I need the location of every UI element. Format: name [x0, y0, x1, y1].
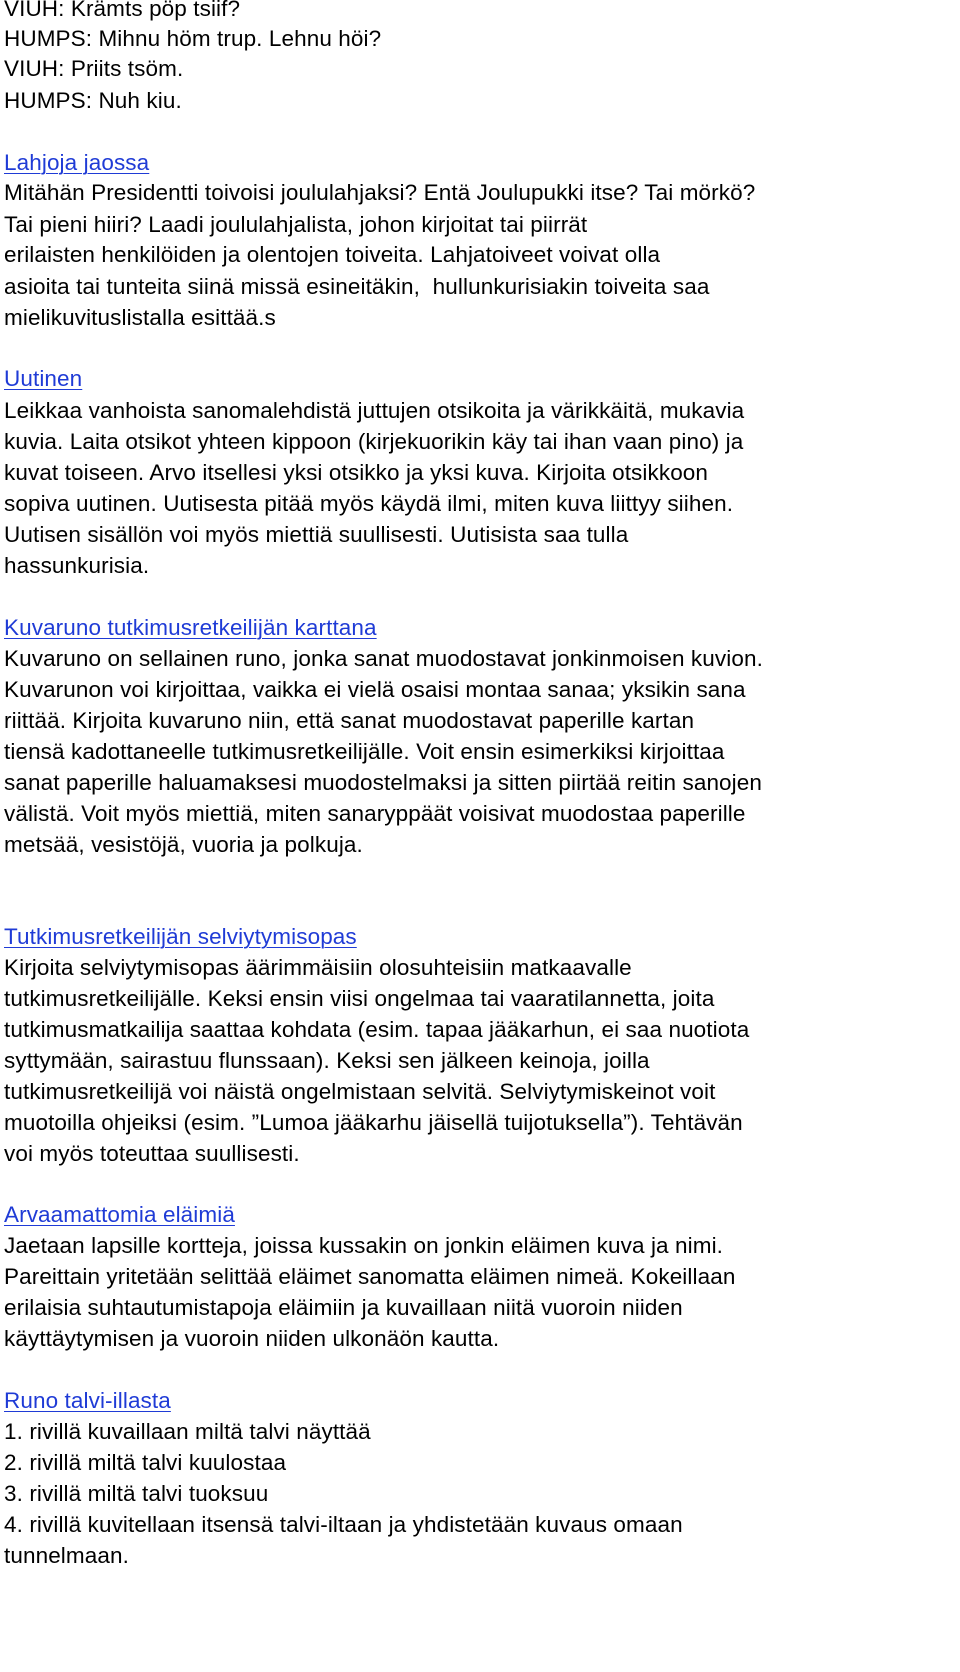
- list-item: 4. rivillä kuvitellaan itsensä talvi-iltaan ja yhdistetään kuvaus omaan: [4, 1512, 683, 1537]
- paragraph-line: Uutisen sisällön voi myös miettiä suullisesti. Uutisista saa tulla: [4, 522, 629, 547]
- paragraph-line: sanat paperille haluamaksesi muodostelmaksi ja sitten piirtää reitin sanojen: [4, 770, 762, 795]
- list-item: 1. rivillä kuvaillaan miltä talvi näyttää: [4, 1419, 371, 1444]
- section-heading: Uutinen: [4, 366, 83, 391]
- paragraph-line: Leikkaa vanhoista sanomalehdistä juttujen otsikoita ja värikkäitä, mukavia: [4, 398, 745, 423]
- paragraph-line: tutkimusretkeilijälle. Keksi ensin viisi ongelmaa tai vaaratilannetta, joita: [4, 986, 715, 1011]
- list-item: tunnelmaan.: [4, 1543, 129, 1568]
- paragraph-line: Jaetaan lapsille kortteja, joissa kussakin on jonkin eläimen kuva ja nimi.: [4, 1233, 724, 1258]
- paragraph-line: kuvia. Laita otsikot yhteen kippoon (kirjekuorikin käy tai ihan vaan pino) ja: [4, 429, 744, 454]
- paragraph-line: Pareittain yritetään selittää eläimet sanomatta eläimen nimeä. Kokeillaan: [4, 1264, 736, 1289]
- section-heading: Runo talvi-illasta: [4, 1388, 171, 1413]
- dialogue-line: HUMPS: Nuh kiu.: [4, 88, 182, 113]
- paragraph-line: erilaisten henkilöiden ja olentojen toiveita. Lahjatoiveet voivat olla: [4, 242, 661, 267]
- paragraph-line: hassunkurisia.: [4, 553, 150, 578]
- paragraph-line: käyttäytymisen ja vuoroin niiden ulkonäön kautta.: [4, 1326, 500, 1351]
- paragraph-line: Tai pieni hiiri? Laadi joululahjalista, johon kirjoitat tai piirrät: [4, 212, 588, 237]
- dialogue-line: VIUH: Priits tsöm.: [4, 56, 184, 81]
- paragraph-line: syttymään, sairastuu flunssaan). Keksi sen jälkeen keinoja, joilla: [4, 1048, 650, 1073]
- section-heading: Arvaamattomia eläimiä: [4, 1202, 235, 1227]
- dialogue-line: VIUH: Krämts pöp tsiif?: [4, 0, 241, 21]
- paragraph-line: tutkimusmatkailija saattaa kohdata (esim. tapaa jääkarhun, ei saa nuotiota: [4, 1017, 750, 1042]
- paragraph-line: metsää, vesistöjä, vuoria ja polkuja.: [4, 832, 363, 857]
- section-heading: Lahjoja jaossa: [4, 150, 150, 175]
- list-item: 3. rivillä miltä talvi tuoksuu: [4, 1481, 269, 1506]
- section-heading: Kuvaruno tutkimusretkeilijän karttana: [4, 615, 377, 640]
- paragraph-line: asioita tai tunteita siinä missä esineitäkin, hullunkurisiakin toiveita saa: [4, 274, 710, 299]
- paragraph-line: kuvat toiseen. Arvo itsellesi yksi otsikko ja yksi kuva. Kirjoita otsikkoon: [4, 460, 709, 485]
- paragraph-line: mielikuvituslistalla esittää.s: [4, 305, 276, 330]
- paragraph-line: muotoilla ohjeiksi (esim. ”Lumoa jääkarhu jäisellä tuijotuksella”). Tehtävän: [4, 1110, 743, 1135]
- paragraph-line: voi myös toteuttaa suullisesti.: [4, 1141, 300, 1166]
- paragraph-line: Kirjoita selviytymisopas äärimmäisiin olosuhteisiin matkaavalle: [4, 955, 632, 980]
- paragraph-line: Kuvaruno on sellainen runo, jonka sanat muodostavat jonkinmoisen kuvion.: [4, 646, 763, 671]
- paragraph-line: Mitähän Presidentti toivoisi joululahjaksi? Entä Joulupukki itse? Tai mörkö?: [4, 180, 756, 205]
- dialogue-line: HUMPS: Mihnu höm trup. Lehnu höi?: [4, 26, 382, 51]
- list-item: 2. rivillä miltä talvi kuulostaa: [4, 1450, 287, 1475]
- paragraph-line: välistä. Voit myös miettiä, miten sanaryppäät voisivat muodostaa paperille: [4, 801, 746, 826]
- paragraph-line: erilaisia suhtautumistapoja eläimiin ja kuvaillaan niitä vuoroin niiden: [4, 1295, 683, 1320]
- paragraph-line: sopiva uutinen. Uutisesta pitää myös käydä ilmi, miten kuva liittyy siihen.: [4, 491, 734, 516]
- section-heading: Tutkimusretkeilijän selviytymisopas: [4, 924, 357, 949]
- paragraph-line: riittää. Kirjoita kuvaruno niin, että sanat muodostavat paperille kartan: [4, 708, 695, 733]
- paragraph-line: tutkimusretkeilijä voi näistä ongelmistaan selvitä. Selviytymiskeinot voit: [4, 1079, 716, 1104]
- paragraph-line: Kuvarunon voi kirjoittaa, vaikka ei vielä osaisi montaa sanaa; yksikin sana: [4, 677, 746, 702]
- paragraph-line: tiensä kadottaneelle tutkimusretkeilijälle. Voit ensin esimerkiksi kirjoittaa: [4, 739, 725, 764]
